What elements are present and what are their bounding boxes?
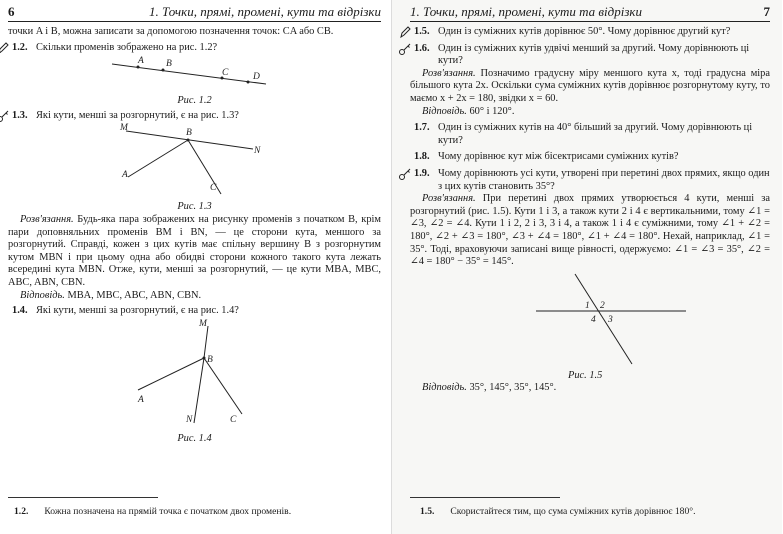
angle-label: 1: [585, 300, 590, 311]
point-label: C: [222, 68, 229, 79]
footnote-text: Скористайтеся тим, що сума суміжних кутів дорівнює 180°.: [450, 506, 696, 517]
footnote-rule: [8, 497, 158, 498]
problem-1-7: [410, 122, 770, 147]
figure-caption: Рис. 1.5: [568, 369, 603, 381]
problem-number: 1.8.: [414, 151, 430, 163]
right-page: [391, 0, 782, 534]
footnote: [14, 506, 291, 518]
point-label: C: [230, 414, 237, 425]
solution-paragraph: [8, 214, 381, 290]
problem-1-4: [8, 305, 381, 318]
answer-text: 35°, 145°, 35°, 145°.: [466, 382, 557, 394]
footnote: [420, 506, 696, 518]
solution-label: Розв'язання.: [422, 193, 476, 205]
problem-number: 1.5.: [414, 26, 430, 37]
problem-text: Чому дорівнюють усі кути, утворені при перетині двох прямих, якщо один з цих кутів становить 35°?: [438, 167, 770, 192]
problem-text: Один із суміжних кутів удвічі менший за другий. Чому дорівнюють ці кути?: [438, 42, 750, 67]
answer-label: Відповідь.: [422, 382, 467, 394]
problem-text: Скільки променів зображено на рис. 1.2?: [36, 41, 218, 53]
figure-caption: Рис. 1.2: [177, 95, 212, 107]
problem-text: Які кути, менші за розгорнутий, є на рис. 1.3?: [36, 109, 239, 121]
point-label: B: [207, 354, 213, 365]
problem-text: Чому дорівнює кут між бісектрисами суміжних кутів?: [438, 151, 679, 163]
page-number: 7: [763, 4, 770, 19]
figure-1-3: [8, 122, 381, 196]
problem-text: Які кути, менші за розгорнутий, є на рис. 1.4?: [36, 305, 239, 317]
point-label: M: [199, 318, 207, 329]
key-problem-icon: [0, 109, 10, 123]
footnote-rule: [410, 497, 560, 498]
chapter-title: 1. Точки, прямі, промені, кути та відрізки: [410, 4, 643, 19]
solution-label: Розв'язання.: [422, 67, 476, 79]
answer-text: MBA, MBC, ABC, ABN, CBN.: [64, 289, 202, 301]
answer-paragraph: [410, 106, 770, 119]
point-label: N: [254, 146, 261, 157]
figure-1-4: [8, 318, 381, 428]
key-problem-icon: [398, 167, 412, 181]
figure-1-5: [410, 269, 771, 365]
point-label: A: [122, 170, 128, 181]
problem-1-6: [410, 43, 770, 68]
solution-paragraph: [410, 193, 770, 269]
answer-label: Відповідь.: [422, 105, 467, 117]
solution-label: Розв'язання.: [20, 213, 74, 225]
problem-number: 1.3.: [12, 109, 28, 121]
problem-1-8: [410, 151, 770, 164]
page-number: 6: [8, 4, 15, 19]
intro-text: точки A і B, можна записати за допомогою позначення точок: CA або CB.: [8, 26, 334, 37]
problem-number: 1.4.: [12, 305, 28, 317]
problem-1-3: [8, 110, 381, 123]
angle-label: 3: [608, 314, 613, 325]
point-label: B: [166, 59, 172, 70]
hint-pencil-icon: [0, 41, 10, 55]
problem-1-9: [410, 168, 770, 193]
point-label: C: [210, 183, 217, 194]
figure-caption: Рис. 1.4: [177, 432, 212, 444]
answer-label: Відповідь.: [20, 289, 65, 301]
right-running-head: [410, 4, 770, 22]
problem-text: Один із суміжних кутів дорівнює 50°. Чому дорівнює другий кут?: [438, 26, 731, 37]
point-label: M: [120, 123, 128, 134]
answer-paragraph: [8, 290, 381, 303]
footnote-number: 1.5.: [420, 506, 435, 517]
angle-label: 2: [600, 300, 605, 311]
point-label: B: [186, 128, 192, 139]
problem-1-5: [410, 26, 770, 39]
problem-number: 1.9.: [414, 167, 430, 179]
left-running-head: [8, 4, 381, 22]
point-label: D: [253, 72, 260, 83]
hint-pencil-icon: [398, 25, 412, 39]
answer-text: 60° і 120°.: [466, 105, 515, 117]
angle-label: 4: [591, 314, 596, 325]
left-page: [0, 0, 391, 534]
solution-paragraph: [410, 68, 770, 106]
point-label: A: [138, 56, 144, 67]
solution-text: При перетині двох прямих утворюється 4 кути, менші за розгорнутий (рис. 1.5). Кути 1 і 3, а також кути 2 і 4 є вертикальними, тому ∠1 = ∠3, ∠2 = ∠4. Кути 1 і 2, 2 і 3, 3 і 4, а також 1 і 4 є суміжними, тому ∠1 + ∠2 = 180°, ∠2 + ∠3 = 180°, ∠3 + ∠4 = 180°, ∠1 + ∠4 = 180°. Нехай, наприклад, ∠1 = 35°. Тоді, враховуючи записані вище рівності, одержуємо: ∠1 = ∠3 = 35°, ∠2 = ∠4 = 180° − 35° = 145°.: [410, 193, 770, 268]
problem-number: 1.7.: [414, 122, 430, 134]
problem-1-2: [8, 42, 381, 55]
key-problem-icon: [398, 42, 412, 56]
problem-number: 1.2.: [12, 41, 28, 53]
point-label: N: [186, 414, 193, 425]
point-label: A: [138, 394, 144, 405]
footnote-text: Кожна позначена на прямій точка є початком двох променів.: [44, 506, 292, 517]
answer-paragraph: [410, 382, 770, 395]
figure-1-2: [8, 54, 381, 90]
chapter-title: 1. Точки, прямі, промені, кути та відрізки: [148, 4, 381, 19]
problem-number: 1.6.: [414, 42, 430, 54]
solution-text: Будь-яка пара зображених на рисунку променів з початком B, крім пари доповняльних променів BM і BN, — це сторони кута, меншого за розгорнутий. Справді, кожен з цих кутів має спільну вершину B з розгорнутим кутом MBN і при цьому одна або обидві сторони кожного такого кута лежать всередині кута MBN. Отже, кути, менші за розгорнутий, — це кути MBA, MBC, ABC, ABN, CBN.: [8, 213, 381, 288]
problem-text: Один із суміжних кутів на 40° більший за другий. Чому дорівнюють ці кути?: [438, 122, 753, 146]
solution-text: Позначимо градусну міру меншого кута x, тоді градусна міра більшого кута 2x. Оскільки сума суміжних кутів дорівнює розгорнутому куту, то маємо x + 2x = 180, звідки x = 60.: [410, 67, 770, 104]
footnote-number: 1.2.: [14, 506, 29, 517]
figure-caption: Рис. 1.3: [177, 201, 212, 213]
